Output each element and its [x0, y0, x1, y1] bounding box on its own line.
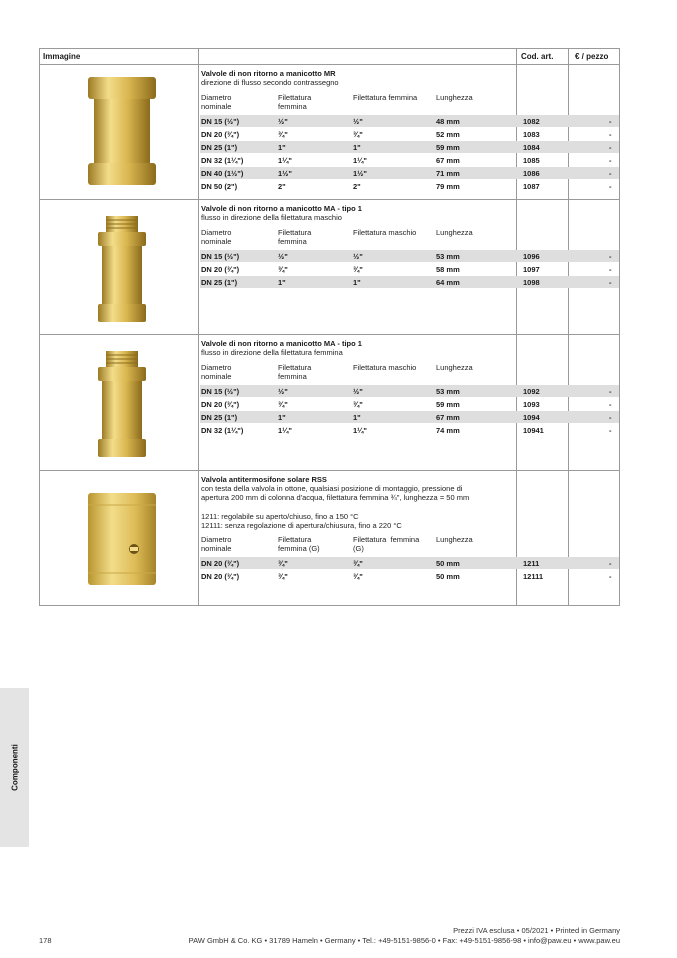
cell-code: 1098 [523, 278, 540, 287]
cell-dn: DN 20 (¾") [201, 400, 240, 409]
cell-thread-a: 2" [278, 182, 286, 191]
cell-code: 12111 [523, 572, 544, 581]
cell-length: 53 mm [436, 252, 460, 261]
cell-code: 1211 [523, 559, 540, 568]
cell-thread-b: 1" [353, 278, 361, 287]
cell-dn: DN 32 (1¼") [201, 156, 244, 165]
table-row [200, 263, 619, 275]
col-diameter: Diametro nominale [201, 363, 232, 381]
section-title: Valvole di non ritorno a manicotto MR [201, 69, 336, 78]
cell-thread-a: ½" [278, 387, 288, 396]
cell-dn: DN 20 (¾") [201, 265, 240, 274]
cell-price: - [609, 400, 612, 409]
section-ma-male [40, 200, 619, 334]
cell-dn: DN 50 (2") [201, 182, 238, 191]
cell-length: 71 mm [436, 169, 460, 178]
table-row [200, 128, 619, 140]
side-tab [0, 688, 29, 847]
cell-dn: DN 40 (1½") [201, 169, 244, 178]
cell-price: - [609, 252, 612, 261]
cell-thread-b: ¾" [353, 265, 363, 274]
cell-thread-b: ¾" [353, 559, 363, 568]
cell-price: - [609, 117, 612, 126]
col-length: Lunghezza [436, 93, 473, 102]
col-thread-a: Filettatura femmina (G) [278, 535, 320, 553]
side-tab-label: Componenti [10, 744, 20, 791]
section-rss [40, 471, 619, 605]
cell-thread-a: ¾" [278, 559, 288, 568]
cell-price: - [609, 169, 612, 178]
cell-thread-a: 1" [278, 413, 286, 422]
cell-price: - [609, 387, 612, 396]
col-length: Lunghezza [436, 228, 473, 237]
cell-thread-a: 1¼" [278, 156, 292, 165]
cell-thread-b: ¾" [353, 130, 363, 139]
cell-thread-b: 1½" [353, 169, 367, 178]
cell-thread-a: ¾" [278, 572, 288, 581]
table-row [200, 424, 619, 436]
cell-length: 67 mm [436, 413, 460, 422]
cell-price: - [609, 278, 612, 287]
cell-thread-b: ¾" [353, 400, 363, 409]
cell-code: 10941 [523, 426, 544, 435]
cell-code: 1084 [523, 143, 540, 152]
col-length: Lunghezza [436, 535, 473, 544]
cell-code: 1086 [523, 169, 540, 178]
cell-dn: DN 15 (½") [201, 117, 240, 126]
cell-thread-b: 1" [353, 413, 361, 422]
table-row [200, 141, 619, 153]
cell-code: 1096 [523, 252, 540, 261]
section-ma-female [40, 335, 619, 470]
cell-dn: DN 32 (1¼") [201, 426, 244, 435]
cell-code: 1092 [523, 387, 540, 396]
section-description: con testa della valvola in ottone, qualsiasi posizione di montaggio, pressione di [201, 484, 463, 493]
cell-code: 1082 [523, 117, 540, 126]
cell-code: 1094 [523, 413, 540, 422]
cell-thread-a: ½" [278, 252, 288, 261]
col-diameter: Diametro nominale [201, 228, 232, 246]
valve-mr-image [82, 71, 162, 191]
cell-thread-b: 1" [353, 143, 361, 152]
cell-price: - [609, 413, 612, 422]
cell-thread-a: ¾" [278, 400, 288, 409]
section-mr [40, 65, 619, 199]
section-note: 12111: senza regolazione di apertura/chiusura, fino a 220 °C [201, 521, 402, 530]
cell-dn: DN 20 (¾") [201, 572, 240, 581]
cell-price: - [609, 426, 612, 435]
cell-dn: DN 15 (½") [201, 387, 240, 396]
cell-thread-a: ½" [278, 117, 288, 126]
header-code: Cod. art. [521, 52, 554, 61]
cell-length: 58 mm [436, 265, 460, 274]
col-thread-b: Filettatura femmina [353, 93, 418, 102]
table-row [200, 398, 619, 410]
cell-dn: DN 20 (¾") [201, 559, 240, 568]
cell-thread-a: ¾" [278, 265, 288, 274]
col-thread-a: Filettatura femmina [278, 363, 312, 381]
section-title: Valvola antitermosifone solare RSS [201, 475, 327, 484]
cell-price: - [609, 143, 612, 152]
page-number: 178 [39, 936, 52, 945]
cell-length: 52 mm [436, 130, 460, 139]
valve-rss-image [84, 491, 160, 587]
cell-price: - [609, 130, 612, 139]
cell-price: - [609, 572, 612, 581]
cell-dn: DN 25 (1") [201, 278, 238, 287]
table-row [200, 557, 619, 569]
cell-dn: DN 15 (½") [201, 252, 240, 261]
cell-price: - [609, 182, 612, 191]
table-row [200, 154, 619, 166]
col-thread-a: Filettatura femmina [278, 93, 312, 111]
col-thread-b: Filettatura maschio [353, 363, 417, 372]
cell-price: - [609, 265, 612, 274]
cell-thread-a: ¾" [278, 130, 288, 139]
table-row [200, 570, 619, 582]
cell-price: - [609, 156, 612, 165]
table-row [200, 115, 619, 127]
cell-thread-b: ¾" [353, 572, 363, 581]
cell-thread-a: 1½" [278, 169, 292, 178]
col-diameter: Diametro nominale [201, 93, 232, 111]
cell-length: 59 mm [436, 143, 460, 152]
cell-length: 50 mm [436, 559, 460, 568]
cell-code: 1097 [523, 265, 540, 274]
cell-thread-a: 1" [278, 278, 286, 287]
valve-ma-female-image [92, 349, 152, 459]
table-row [200, 180, 619, 192]
valve-ma-male-image [92, 214, 152, 324]
section-title: Valvole di non ritorno a manicotto MA - tipo 1 [201, 339, 362, 348]
cell-thread-a: 1" [278, 143, 286, 152]
section-subtitle: flusso in direzione della filettatura maschio [201, 213, 342, 222]
cell-dn: DN 25 (1") [201, 143, 238, 152]
col-thread-a: Filettatura femmina [278, 228, 312, 246]
col-length: Lunghezza [436, 363, 473, 372]
cell-thread-b: 1¼" [353, 156, 367, 165]
col-thread-b: Filettatura maschio [353, 228, 417, 237]
section-subtitle: direzione di flusso secondo contrassegno [201, 78, 339, 87]
table-row [200, 276, 619, 288]
section-subtitle: flusso in direzione della filettatura femmina [201, 348, 343, 357]
col-diameter: Diametro nominale [201, 535, 232, 553]
cell-length: 53 mm [436, 387, 460, 396]
section-note: 1211: regolabile su aperto/chiuso, fino a 150 °C [201, 512, 359, 521]
header-price: € / pezzo [575, 52, 609, 61]
cell-price: - [609, 559, 612, 568]
cell-code: 1085 [523, 156, 540, 165]
cell-length: 74 mm [436, 426, 460, 435]
cell-length: 64 mm [436, 278, 460, 287]
table-row [200, 250, 619, 262]
cell-thread-b: ½" [353, 252, 363, 261]
table-row [200, 167, 619, 179]
cell-length: 48 mm [436, 117, 460, 126]
cell-length: 59 mm [436, 400, 460, 409]
section-title: Valvole di non ritorno a manicotto MA - tipo 1 [201, 204, 362, 213]
product-table [39, 48, 620, 606]
table-header [40, 49, 619, 65]
cell-code: 1083 [523, 130, 540, 139]
cell-thread-a: 1¼" [278, 426, 292, 435]
cell-dn: DN 20 (¾") [201, 130, 240, 139]
cell-thread-b: 2" [353, 182, 361, 191]
table-row [200, 385, 619, 397]
footer-line1: Prezzi IVA esclusa • 05/2021 • Printed in Germany [453, 926, 620, 935]
col-thread-b: Filettatura femmina (G) [353, 535, 420, 553]
header-image: Immagine [43, 52, 81, 61]
cell-length: 50 mm [436, 572, 460, 581]
cell-length: 79 mm [436, 182, 460, 191]
cell-code: 1093 [523, 400, 540, 409]
cell-thread-b: 1¼" [353, 426, 367, 435]
table-row [200, 411, 619, 423]
footer-line2: PAW GmbH & Co. KG • 31789 Hameln • Germany • Tel.: +49-5151-9856-0 • Fax: +49-5151-9856-98 • info@paw.eu • www.paw.eu [188, 936, 620, 945]
cell-thread-b: ½" [353, 117, 363, 126]
cell-length: 67 mm [436, 156, 460, 165]
cell-dn: DN 25 (1") [201, 413, 238, 422]
cell-code: 1087 [523, 182, 540, 191]
section-description: apertura 200 mm di colonna d'acqua, filettatura femmina ¾", lunghezza = 50 mm [201, 493, 470, 502]
cell-thread-b: ½" [353, 387, 363, 396]
